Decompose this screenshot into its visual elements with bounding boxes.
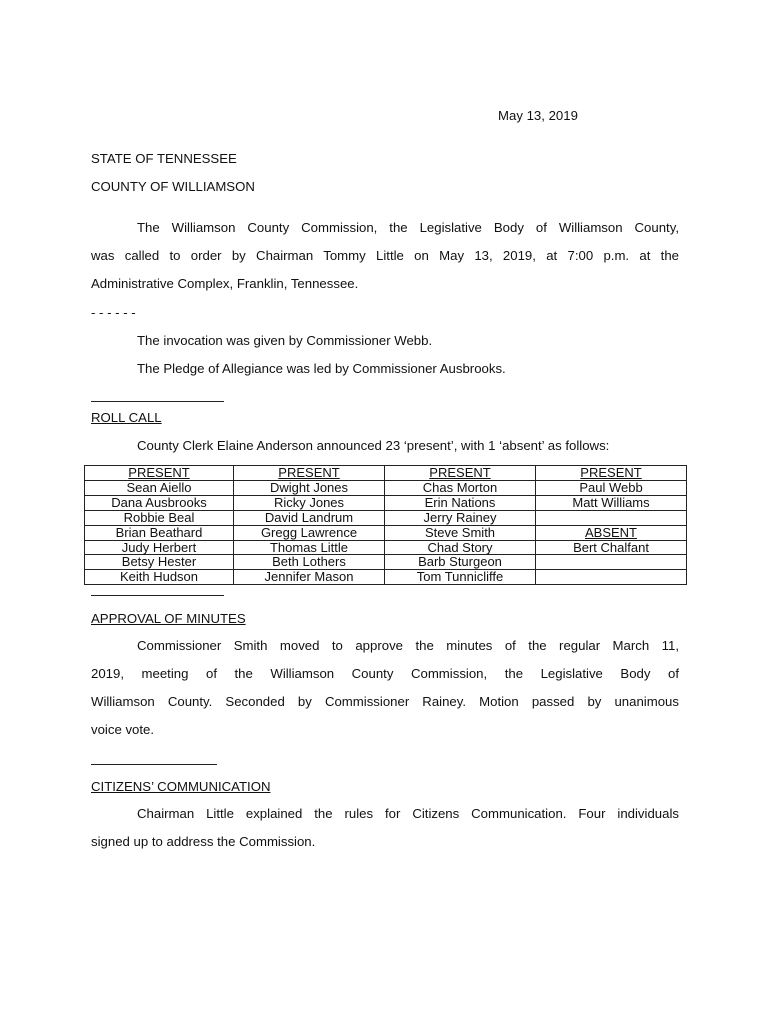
member-name: [536, 555, 687, 570]
table-row: [85, 525, 687, 540]
member-name: Sean Aiello: [85, 480, 234, 495]
member-name: Tom Tunnicliffe: [385, 570, 536, 585]
document-date: May 13, 2019: [498, 108, 578, 123]
table-row: [85, 510, 687, 525]
table-row: [85, 570, 687, 585]
member-name: Chas Morton: [385, 480, 536, 495]
roll-call-announcement: County Clerk Elaine Anderson announced 23 ‘present’, with 1 ‘absent’ as follows:: [137, 438, 610, 453]
member-name: Erin Nations: [385, 495, 536, 510]
table-row: [85, 480, 687, 495]
member-name: David Landrum: [234, 510, 385, 525]
invocation-text: The invocation was given by Commissioner Webb.: [137, 333, 433, 348]
column-header: PRESENT: [385, 466, 536, 481]
member-name: Matt Williams: [536, 495, 687, 510]
intro-line-2: was called to order by Chairman Tommy Little on May 13, 2019, at 7:00 p.m. at the: [91, 248, 679, 263]
citizens-paragraph: [91, 800, 679, 856]
column-header: PRESENT: [85, 466, 234, 481]
minutes-paragraph: [91, 632, 679, 744]
citizens-heading: CITIZENS’ COMMUNICATION: [91, 779, 271, 794]
county-line: COUNTY OF WILLIAMSON: [91, 179, 255, 194]
table-row: [85, 540, 687, 555]
separator-dashes: - - - - - -: [91, 305, 136, 320]
absent-header: ABSENT: [536, 525, 687, 540]
member-name: Steve Smith: [385, 525, 536, 540]
member-name: Dwight Jones: [234, 480, 385, 495]
member-name: Brian Beathard: [85, 525, 234, 540]
member-name: Chad Story: [385, 540, 536, 555]
member-name: Barb Sturgeon: [385, 555, 536, 570]
minutes-line-3: Williamson County. Seconded by Commissioner Rainey. Motion passed by unanimous: [91, 694, 679, 709]
member-name: Jerry Rainey: [385, 510, 536, 525]
member-name: Jennifer Mason: [234, 570, 385, 585]
member-name: Robbie Beal: [85, 510, 234, 525]
minutes-heading: APPROVAL OF MINUTES: [91, 611, 246, 626]
member-name: Dana Ausbrooks: [85, 495, 234, 510]
intro-line-3: Administrative Complex, Franklin, Tennessee.: [91, 276, 359, 291]
member-name: Judy Herbert: [85, 540, 234, 555]
member-name: Bert Chalfant: [536, 540, 687, 555]
member-name: Beth Lothers: [234, 555, 385, 570]
minutes-line-1: Commissioner Smith moved to approve the minutes of the regular March 11,: [137, 638, 679, 653]
member-name: Thomas Little: [234, 540, 385, 555]
column-header: PRESENT: [234, 466, 385, 481]
section-rule: [91, 595, 224, 596]
citizens-line-2: signed up to address the Commission.: [91, 834, 316, 849]
minutes-line-4: voice vote.: [91, 722, 155, 737]
pledge-text: The Pledge of Allegiance was led by Commissioner Ausbrooks.: [137, 361, 506, 376]
member-name: Betsy Hester: [85, 555, 234, 570]
member-name: Keith Hudson: [85, 570, 234, 585]
member-name: Paul Webb: [536, 480, 687, 495]
intro-line-1: The Williamson County Commission, the Legislative Body of Williamson County,: [137, 220, 679, 235]
section-rule: [91, 764, 217, 765]
table-header-row: [85, 466, 687, 481]
table-row: [85, 555, 687, 570]
citizens-line-1: Chairman Little explained the rules for Citizens Communication. Four individuals: [137, 806, 679, 821]
roll-call-heading: ROLL CALL: [91, 410, 162, 425]
roll-call-table: [84, 465, 687, 585]
table-row: [85, 495, 687, 510]
state-line: STATE OF TENNESSEE: [91, 151, 237, 166]
member-name: Gregg Lawrence: [234, 525, 385, 540]
member-name: Ricky Jones: [234, 495, 385, 510]
column-header: PRESENT: [536, 466, 687, 481]
intro-paragraph: [91, 214, 679, 298]
section-rule: [91, 401, 224, 402]
member-name: [536, 510, 687, 525]
member-name: [536, 570, 687, 585]
minutes-line-2: 2019, meeting of the Williamson County Commission, the Legislative Body of: [91, 666, 679, 681]
